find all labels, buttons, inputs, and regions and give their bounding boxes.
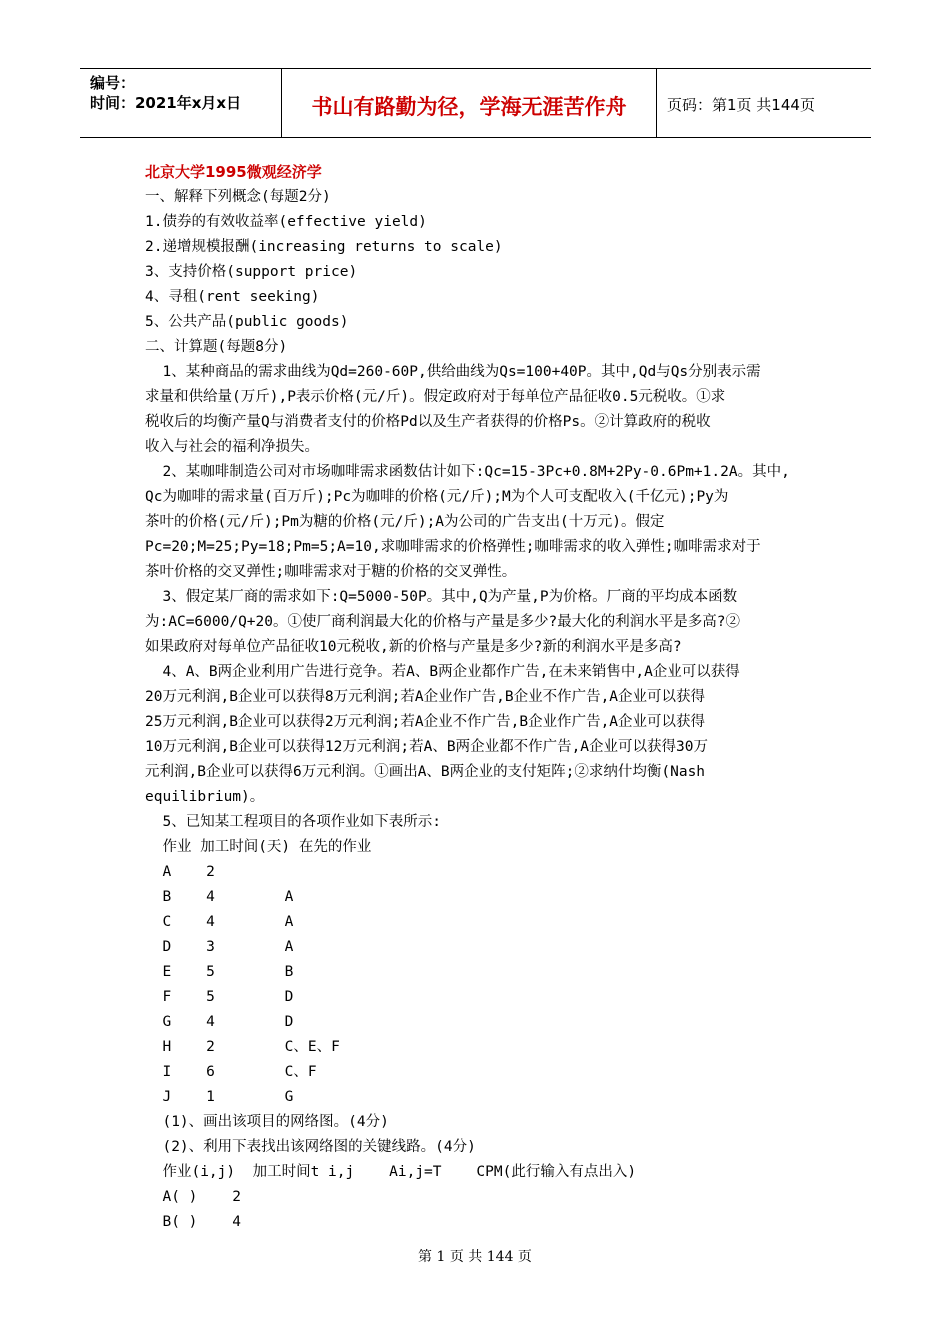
text-line: 5、已知某工程项目的各项作业如下表所示: [145,814,441,830]
header-info-cell [80,69,282,137]
text-line: equilibrium)。 [145,789,265,805]
text-line: 如果政府对每单位产品征收10元税收,新的价格与产量是多少?新的利润水平是多高? [145,639,682,655]
text-line: 茶叶价格的交叉弹性;咖啡需求对于糖的价格的交叉弹性。 [145,564,517,580]
header-page-info: 页码：第1页 共144页 [667,95,815,114]
text-line: G 4 D [145,1014,294,1030]
text-line: 2.递增规模报酬(increasing returns to scale) [145,239,503,255]
document-lines [145,185,815,1235]
text-line: 1、某种商品的需求曲线为Qd=260-60P,供给曲线为Qs=100+40P。其中,Qd与Qs分别表示需 [145,364,761,380]
text-line: (2)、利用下表找出该网络图的关键线路。(4分) [145,1139,476,1155]
text-line: B( ) 4 [145,1214,242,1230]
text-line: Qc为咖啡的需求量(百万斤);Pc为咖啡的价格(元/斤);M为个人可支配收入(千亿元);Py为 [145,489,729,505]
text-line: F 5 D [145,989,294,1005]
text-line: H 2 C、E、F [145,1039,340,1055]
text-line: 25万元利润,B企业可以获得2万元利润;若A企业不作广告,B企业作广告,A企业可以获得 [145,714,706,730]
text-line: D 3 A [145,939,294,955]
number-label: 编号： [90,74,136,92]
text-line: J 1 G [145,1089,294,1105]
document-title: 北京大学1995微观经济学 [145,163,322,181]
page-footer: 第 1 页 共 144 页 [418,1249,532,1265]
text-line: 5、公共产品(public goods) [145,314,349,330]
text-line: 3、假定某厂商的需求如下:Q=5000-50P。其中,Q为产量,P为价格。厂商的平均成本函数 [145,589,738,605]
text-line: 茶叶的价格(元/斤);Pm为糖的价格(元/斤);A为公司的广告支出(十万元)。假定 [145,514,665,530]
text-line: 一、解释下列概念(每题2分) [145,189,331,205]
text-line: 10万元利润,B企业可以获得12万元利润;若A、B两企业都不作广告,A企业可以获得30万 [145,739,708,755]
text-line: E 5 B [145,964,294,980]
text-line: 元利润,B企业可以获得6万元利润。①画出A、B两企业的支付矩阵;②求纳什均衡(Nash [145,764,706,780]
text-line: A 2 [145,864,215,880]
text-line: 收入与社会的福利净损失。 [145,439,319,455]
text-line: A( ) 2 [145,1189,242,1205]
page-header [80,68,871,138]
text-line: C 4 A [145,914,294,930]
text-line: I 6 C、F [145,1064,317,1080]
text-line: 4、寻租(rent seeking) [145,289,320,305]
text-line: 作业 加工时间(天) 在先的作业 [145,839,372,855]
text-line: 4、A、B两企业利用广告进行竞争。若A、B两企业都作广告,在未来销售中,A企业可以获得 [145,664,740,680]
text-line: 为:AC=6000/Q+20。①使厂商利润最大化的价格与产量是多少?最大化的利润水平是多高?② [145,614,740,630]
text-line: 作业(i,j) 加工时间t i,j Ai,j=T CPM(此行输入有点出入) [145,1164,637,1180]
text-line: Pc=20;M=25;Py=18;Pm=5;A=10,求咖啡需求的价格弹性;咖啡需求的收入弹性;咖啡需求对于 [145,539,761,555]
text-line: (1)、画出该项目的网络图。(4分) [145,1114,389,1130]
text-line: 1.债券的有效收益率(effective yield) [145,214,427,230]
text-line: 20万元利润,B企业可以获得8万元利润;若A企业作广告,B企业不作广告,A企业可以获得 [145,689,706,705]
date-label: 时间：2021年x月x日 [90,94,242,112]
text-line: B 4 A [145,889,294,905]
document-body [145,160,815,1235]
text-line: 2、某咖啡制造公司对市场咖啡需求函数估计如下:Qc=15-3Pc+0.8M+2Py-0.6Pm+1.2A。其中, [145,464,790,480]
text-line: 二、计算题(每题8分) [145,339,288,355]
text-line: 求量和供给量(万斤),P表示价格(元/斤)。假定政府对于每单位产品征收0.5元税收。①求 [145,389,726,405]
text-line: 3、支持价格(support price) [145,264,358,280]
text-line: 税收后的均衡产量Q与消费者支付的价格Pd以及生产者获得的价格Ps。②计算政府的税收 [145,414,711,430]
header-slogan: 书山有路勤为径，学海无涯苦作舟 [282,69,657,137]
